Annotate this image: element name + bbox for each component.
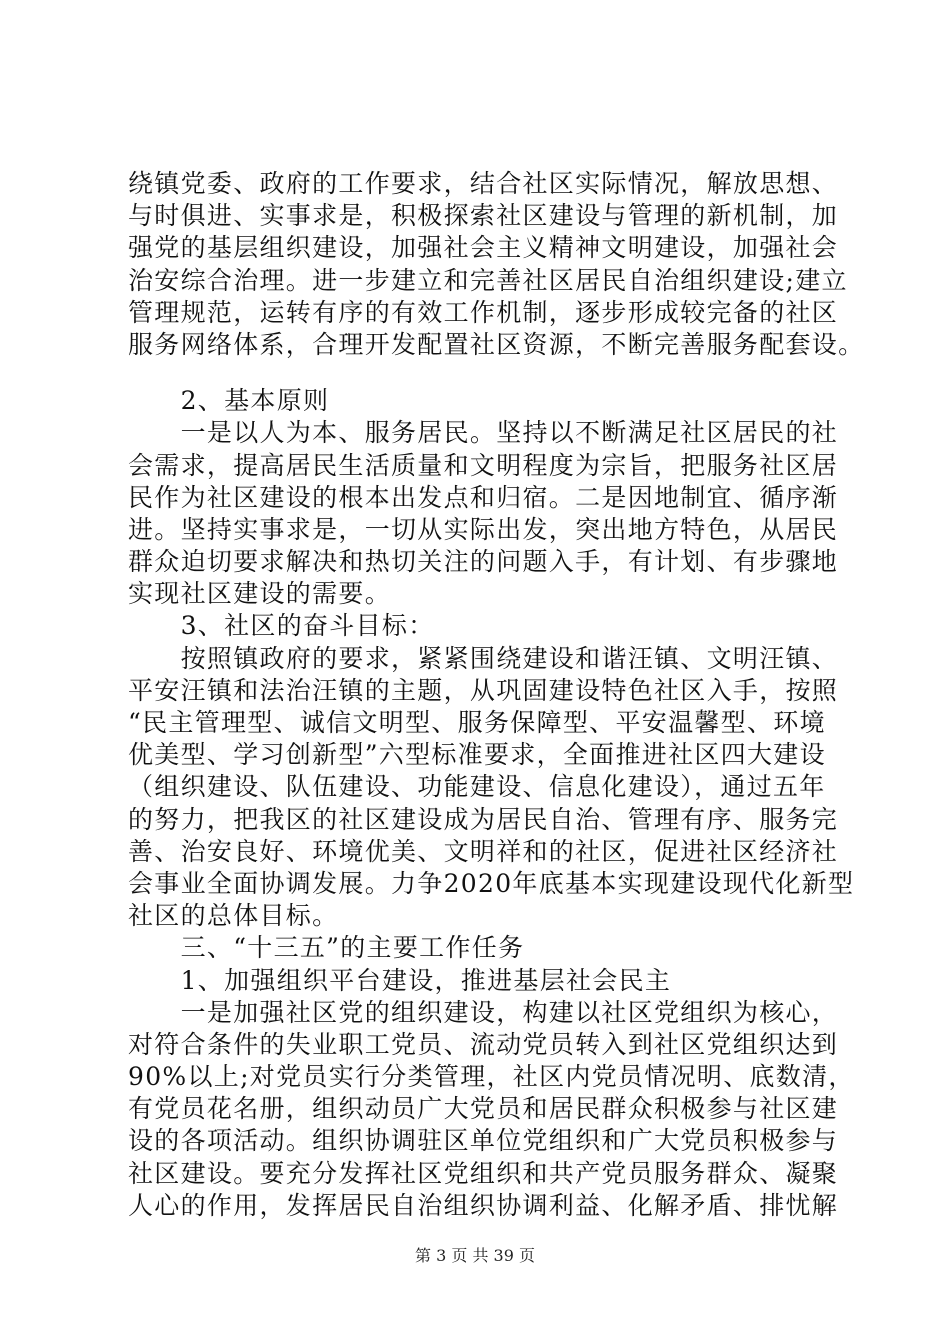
text-line: 按照镇政府的要求，紧紧围绕建设和谐汪镇、文明汪镇、 [128, 643, 839, 673]
text-line: 90%以上;对党员实行分类管理，社区内党员情况明、底数清， [128, 1062, 855, 1092]
text-line: （组织建设、队伍建设、功能建设、信息化建设），通过五年 [128, 772, 826, 802]
text-line: 实现社区建设的需要。 [128, 579, 392, 609]
text-line: 治安综合治理。进一步建立和完善社区居民自治组织建设;建立 [128, 265, 848, 295]
text-line: 优美型、学习创新型”六型标准要求，全面推进社区四大建设 [128, 740, 826, 770]
text-line: 人心的作用，发挥居民自治组织协调利益、化解矛盾、排忧解 [128, 1190, 839, 1220]
paragraph-1 [128, 168, 865, 361]
text-line: 服务网络体系，合理开发配置社区资源，不断完善服务配套设。 [128, 329, 865, 359]
text-line: 善、治安良好、环境优美、文明祥和的社区，促进社区经济社 [128, 836, 839, 866]
heading-goals: 3、社区的奋斗目标： [128, 611, 435, 641]
page-number-footer: 第 3 页 共 39 页 [415, 1246, 535, 1265]
document-body [128, 168, 865, 1222]
text-line: 社区的总体目标。 [128, 901, 339, 931]
text-line: 进。坚持实事求是，一切从实际出发，突出地方特色，从居民 [128, 514, 839, 544]
text-line: 一是加强社区党的组织建设，构建以社区党组织为核心， [128, 997, 839, 1027]
paragraph-4 [128, 997, 855, 1222]
text-line: 与时俱进、实事求是，积极探索社区建设与管理的新机制，加 [128, 201, 839, 231]
text-line: 平安汪镇和法治汪镇的主题，从巩固建设特色社区入手，按照 [128, 675, 839, 705]
text-line: 有党员花名册，组织动员广大党员和居民群众积极参与社区建 [128, 1094, 839, 1124]
text-line: 对符合条件的失业职工党员、流动党员转入到社区党组织达到 [128, 1029, 839, 1059]
text-line: 管理规范，运转有序的有效工作机制，逐步形成较完备的社区 [128, 297, 839, 327]
paragraph-2 [128, 417, 839, 610]
text-line: 强党的基层组织建设，加强社会主义精神文明建设，加强社会 [128, 233, 839, 263]
text-line: 一是以人为本、服务居民。坚持以不断满足社区居民的社 [128, 418, 839, 448]
heading-basic-principles: 2、基本原则 [128, 386, 330, 416]
text-line: 民作为社区建设的根本出发点和归宿。二是因地制宜、循序渐 [128, 482, 839, 512]
text-line: 会需求，提高居民生活质量和文明程度为宗旨，把服务社区居 [128, 450, 839, 480]
paragraph-spacer [128, 361, 828, 385]
text-line: 绕镇党委、政府的工作要求，结合社区实际情况，解放思想、 [128, 169, 839, 198]
text-line: 设的各项活动。组织协调驻区单位党组织和广大党员积极参与 [128, 1126, 839, 1156]
text-line: 社区建设。要充分发挥社区党组织和共产党员服务群众、凝聚 [128, 1158, 839, 1188]
heading-section-3: 三、“十三五”的主要工作任务 [128, 933, 525, 963]
text-line: “民主管理型、诚信文明型、服务保障型、平安温馨型、环境 [128, 708, 826, 737]
text-line: 群众迫切要求解决和热切关注的问题入手，有计划、有步骤地 [128, 547, 839, 577]
text-line: 的努力，把我区的社区建设成为居民自治、管理有序、服务完 [128, 804, 839, 834]
paragraph-3 [128, 643, 855, 933]
heading-task-1: 1、加强组织平台建设，推进基层社会民主 [128, 965, 672, 995]
text-line: 会事业全面协调发展。力争2020年底基本实现建设现代化新型 [128, 868, 855, 898]
